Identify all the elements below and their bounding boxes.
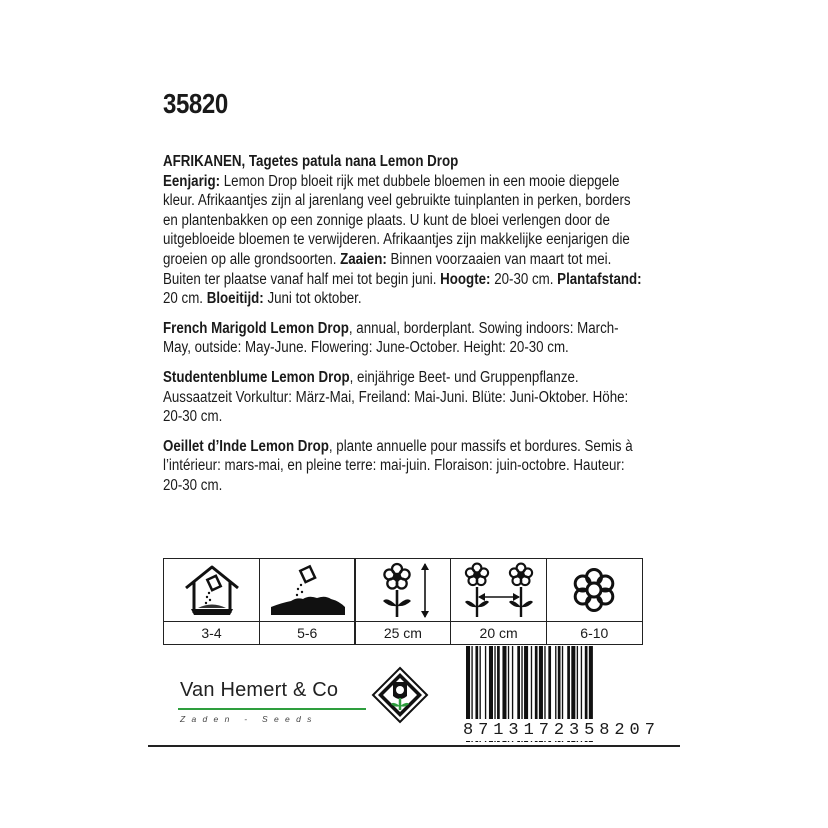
flowering-label: 6-10 [580, 625, 609, 641]
barcode-digit: 1 [523, 720, 536, 740]
label-plantafstand: Plantafstand: [557, 270, 642, 288]
french-text: , plante annuelle pour massifs et bordures. Semis à l’intérieur: mars-mai, en pleine terre: mai-juin. Floraison: juin-octobre. Hauteur: 20-30 cm. [163, 437, 633, 494]
label-bloeitijd: Bloeitijd: [206, 290, 264, 308]
icon-cell-indoor-sowing [163, 558, 260, 645]
barcode-digit: 7 [538, 720, 551, 740]
barcode-digit: 1 [493, 720, 506, 740]
barcode-digit: 2 [553, 720, 567, 740]
dutch-title: AFRIKANEN, Tagetes patula nana Lemon Drop [163, 153, 459, 170]
outdoor-sowing-label: 5-6 [297, 625, 318, 641]
dutch-text-5: Juni tot oktober. [263, 290, 362, 308]
icon-cell-plant-height [354, 558, 451, 645]
product-code: 35820 [163, 88, 228, 119]
bottom-divider [148, 745, 680, 747]
indoor-sowing-label: 3-4 [201, 625, 222, 641]
barcode-digit: 0 [629, 720, 642, 740]
barcode-digit: 5 [584, 720, 597, 740]
indoor-sowing-icon [164, 559, 259, 622]
english-description [163, 319, 645, 358]
outdoor-sowing-icon [260, 559, 355, 622]
icon-cell-plant-spacing [450, 558, 547, 645]
brand-tagline: Zaden - Seeds [180, 714, 318, 724]
barcode-digit: 3 [508, 720, 521, 740]
barcode-digit: 8 [463, 720, 476, 740]
description-text [163, 152, 645, 506]
plant-spacing-label: 20 cm [479, 625, 518, 641]
dutch-description [163, 152, 645, 309]
plant-height-label: 25 cm [383, 625, 422, 641]
barcode-digit: 3 [568, 720, 582, 740]
dutch-text-1: Lemon Drop bloeit rijk met dubbele bloemen in een mooie diepgele kleur. Afrikaantjes zijn al jarenlang veel gebruikte tuinplanten in perken, borders en plantenbakken op een zonnige plaats. U kunt de bloei verlengen door de uitgebloeide bloemen te verwijderen. Afrikaantjes zijn makkelijke eenjarigen die groeien op alle grondsoorten. [163, 172, 631, 268]
german-text: , einjährige Beet- und Gruppenpflanze. Aussaatzeit Vorkultur: März-Mai, Freiland: Mai-Juni. Blüte: Juni-Oktober. Höhe: 20-30 cm. [163, 368, 629, 426]
barcode-digit: 7 [478, 720, 491, 740]
german-description [163, 368, 645, 427]
label-zaaien: Zaaien: [340, 250, 387, 268]
barcode-digit: 7 [644, 720, 657, 740]
cultivation-icons [163, 558, 643, 645]
brand-name: Van Hemert & Co [180, 679, 339, 701]
barcode-digit: 2 [614, 720, 627, 740]
quality-seal-logo [371, 666, 429, 729]
french-name: Oeillet d’Inde Lemon Drop [163, 437, 329, 455]
dutch-text-4: 20 cm. [163, 290, 207, 308]
flowering-icon [547, 559, 642, 622]
icon-cell-outdoor-sowing [259, 558, 356, 645]
label-eenjarig: Eenjarig: [163, 172, 221, 190]
barcode-digits [460, 719, 660, 741]
brand-underline [178, 708, 366, 710]
label-hoogte: Hoogte: [440, 270, 491, 288]
german-name: Studentenblume Lemon Drop [163, 368, 350, 386]
plant-height-icon [355, 559, 450, 622]
english-text: , annual, borderplant. Sowing indoors: March-May, outside: May-June. Flowering: June-October. Height: 20-30 cm. [163, 319, 619, 357]
dutch-text-2: Binnen voorzaaien van maart tot mei. Buiten ter plaatse vanaf half mei tot begin juni. [163, 250, 612, 288]
barcode-digit: 8 [599, 720, 612, 740]
brand-block [180, 679, 366, 724]
icon-cell-flowering [546, 558, 643, 645]
french-description [163, 437, 645, 496]
plant-spacing-icon [451, 559, 546, 622]
dutch-text-3: 20-30 cm. [490, 270, 558, 288]
english-name: French Marigold Lemon Drop [163, 319, 349, 337]
